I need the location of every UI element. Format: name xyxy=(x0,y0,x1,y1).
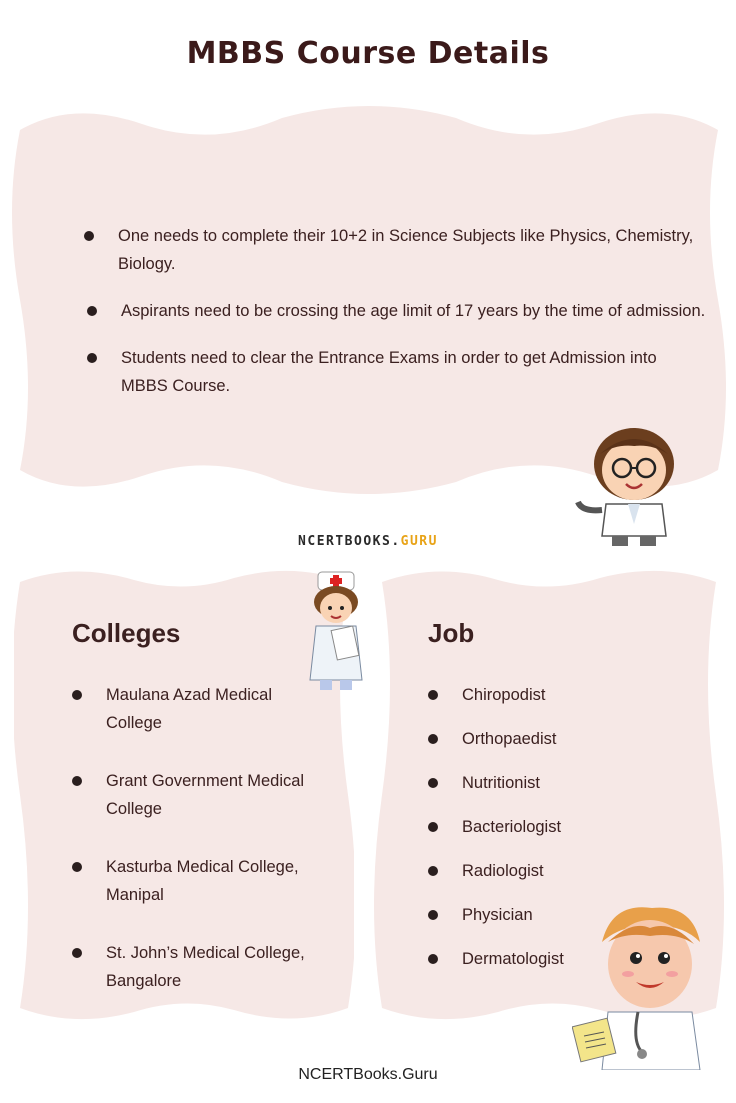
colleges-list xyxy=(72,681,332,995)
colleges-heading: Colleges xyxy=(72,618,181,648)
page-title: MBBS Course Details xyxy=(186,36,550,71)
list-item: Physician xyxy=(428,901,688,929)
list-item: Orthopaedist xyxy=(428,725,688,753)
list-item: Chiropodist xyxy=(428,681,688,709)
brand-watermark xyxy=(0,534,736,549)
doctor-with-clipboard-icon xyxy=(572,902,712,1070)
list-item: Kasturba Medical College, Manipal xyxy=(72,853,332,909)
list-item: Maulana Azad Medical College xyxy=(72,681,332,737)
list-item: One needs to complete their 10+2 in Science Subjects like Physics, Chemistry, Biology. xyxy=(84,222,704,278)
list-item: Grant Government Medical College xyxy=(72,767,332,823)
list-item: Bacteriologist xyxy=(428,813,688,841)
list-item: Aspirants need to be crossing the age limit of 17 years by the time of admission. xyxy=(87,297,707,325)
colleges-section xyxy=(72,618,332,1025)
list-item: Dermatologist xyxy=(428,945,688,973)
brand-accent: GURU xyxy=(400,534,438,549)
requirements-list-wrap xyxy=(84,222,704,419)
jobs-heading: Job xyxy=(428,618,475,648)
list-item: St. John’s Medical College, Bangalore xyxy=(72,939,332,995)
list-item: Nutritionist xyxy=(428,769,688,797)
footer-text: NCERTBooks.Guru xyxy=(298,1066,438,1083)
doctor-cartoon-icon xyxy=(572,424,698,550)
requirements-list xyxy=(84,222,704,400)
brand-main: NCERTBOOKS. xyxy=(298,534,401,549)
list-item: Radiologist xyxy=(428,857,688,885)
list-item: Students need to clear the Entrance Exams in order to get Admission into MBBS Course. xyxy=(87,344,707,400)
